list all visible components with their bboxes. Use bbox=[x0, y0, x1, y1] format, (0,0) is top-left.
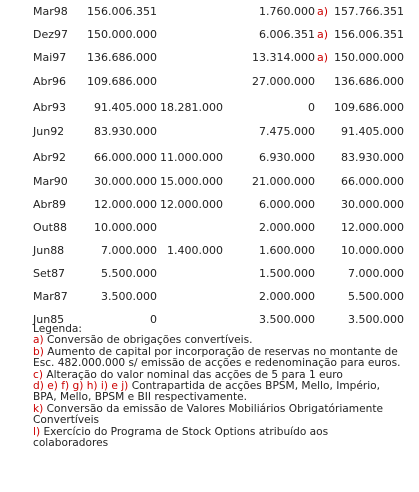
row-value-c: 0 bbox=[308, 101, 315, 114]
row-value-a: 156.006.351 bbox=[87, 5, 157, 18]
row-value-c: 3.500.000 bbox=[259, 313, 315, 326]
legend-text: Conversão de obrigações convertíveis. bbox=[43, 334, 253, 347]
legend-title: Legenda: bbox=[33, 323, 82, 335]
table-row bbox=[0, 193, 419, 216]
row-date: Abr96 bbox=[33, 75, 67, 88]
table-row bbox=[0, 216, 419, 239]
row-date: Abr89 bbox=[33, 198, 67, 211]
row-value-c: 6.006.351 bbox=[259, 28, 315, 41]
row-value-a: 83.930.000 bbox=[94, 125, 157, 138]
row-value-b: 11.000.000 bbox=[160, 151, 223, 164]
row-value-c: 2.000.000 bbox=[259, 221, 315, 234]
legend-text: Aumento de capital por incorporação de reservas no montante de Esc. 482.000.000 s/ emissão de acções e redenominação para euros. bbox=[33, 345, 401, 370]
legend-key: c) bbox=[33, 368, 43, 381]
legend-key: a) bbox=[33, 334, 44, 347]
row-value-a: 150.000.000 bbox=[87, 28, 157, 41]
table-row bbox=[0, 120, 419, 143]
row-value-c: 1.600.000 bbox=[259, 244, 315, 257]
row-date: Jun92 bbox=[33, 125, 65, 138]
row-value-c: 1.500.000 bbox=[259, 267, 315, 280]
row-value-d: 5.500.000 bbox=[348, 290, 404, 303]
row-date: Mai97 bbox=[33, 51, 67, 64]
row-value-a: 30.000.000 bbox=[94, 175, 157, 188]
row-value-a: 3.500.000 bbox=[101, 290, 157, 303]
row-value-d: 83.930.000 bbox=[341, 151, 404, 164]
table-row bbox=[0, 23, 419, 46]
row-value-d: 10.000.000 bbox=[341, 244, 404, 257]
row-value-d: 7.000.000 bbox=[348, 267, 404, 280]
row-value-d: 156.006.351 bbox=[334, 28, 404, 41]
row-date: Out88 bbox=[33, 221, 67, 234]
legend-key: b) bbox=[33, 345, 44, 358]
row-date: Jun85 bbox=[33, 313, 65, 326]
row-value-b: 18.281.000 bbox=[160, 101, 223, 114]
row-date: Mar87 bbox=[33, 290, 68, 303]
row-date: Mar98 bbox=[33, 5, 68, 18]
row-value-c: 2.000.000 bbox=[259, 290, 315, 303]
table-row bbox=[0, 146, 419, 169]
row-value-c: 1.760.000 bbox=[259, 5, 315, 18]
row-date: Dez97 bbox=[33, 28, 69, 41]
row-value-a: 136.686.000 bbox=[87, 51, 157, 64]
row-date: Abr93 bbox=[33, 101, 67, 114]
row-value-d: 12.000.000 bbox=[341, 221, 404, 234]
row-value-b: 1.400.000 bbox=[167, 244, 223, 257]
row-value-a: 0 bbox=[150, 313, 157, 326]
row-value-d: 136.686.000 bbox=[334, 75, 404, 88]
row-date: Mar90 bbox=[33, 175, 68, 188]
row-value-d: 91.405.000 bbox=[341, 125, 404, 138]
row-note: a) bbox=[317, 28, 329, 41]
row-value-c: 27.000.000 bbox=[252, 75, 315, 88]
legend-item bbox=[33, 404, 405, 427]
row-value-b: 15.000.000 bbox=[160, 175, 223, 188]
row-date: Set87 bbox=[33, 267, 66, 280]
row-value-a: 91.405.000 bbox=[94, 101, 157, 114]
legend-item bbox=[33, 427, 405, 450]
legend-key: d) e) f) g) h) i) e j) bbox=[33, 380, 129, 393]
row-value-d: 157.766.351 bbox=[334, 5, 404, 18]
table-row bbox=[0, 96, 419, 119]
row-date: Abr92 bbox=[33, 151, 67, 164]
row-note: a) bbox=[317, 5, 329, 18]
row-value-a: 109.686.000 bbox=[87, 75, 157, 88]
row-value-a: 66.000.000 bbox=[94, 151, 157, 164]
row-value-a: 10.000.000 bbox=[94, 221, 157, 234]
row-value-c: 6.930.000 bbox=[259, 151, 315, 164]
row-value-c: 6.000.000 bbox=[259, 198, 315, 211]
legend-item bbox=[33, 347, 405, 370]
table-row bbox=[0, 285, 419, 308]
table-row bbox=[0, 170, 419, 193]
row-value-d: 109.686.000 bbox=[334, 101, 404, 114]
table-row bbox=[0, 70, 419, 93]
row-value-b: 12.000.000 bbox=[160, 198, 223, 211]
legend-item bbox=[33, 381, 405, 404]
legend-key: l) bbox=[33, 425, 41, 438]
row-value-a: 7.000.000 bbox=[101, 244, 157, 257]
table-row bbox=[0, 239, 419, 262]
legend-text: Contrapartida de acções BPSM, Mello, Império, BPA, Mello, BPSM e BII respectivamente. bbox=[33, 380, 381, 404]
row-value-c: 21.000.000 bbox=[252, 175, 315, 188]
table-row bbox=[0, 262, 419, 285]
row-value-d: 3.500.000 bbox=[348, 313, 404, 326]
row-value-c: 13.314.000 bbox=[252, 51, 315, 64]
row-date: Jun88 bbox=[33, 244, 65, 257]
row-value-c: 7.475.000 bbox=[259, 125, 315, 138]
row-value-d: 66.000.000 bbox=[341, 175, 404, 188]
legend-key: k) bbox=[33, 402, 44, 415]
row-note: a) bbox=[317, 51, 329, 64]
row-value-a: 12.000.000 bbox=[94, 198, 157, 211]
row-value-d: 150.000.000 bbox=[334, 51, 404, 64]
row-value-d: 30.000.000 bbox=[341, 198, 404, 211]
legend bbox=[33, 324, 405, 449]
table-row bbox=[0, 46, 419, 69]
legend-items bbox=[33, 335, 405, 449]
table-row bbox=[0, 0, 419, 23]
legend-text: Exercício do Programa de Stock Options atribuído aos colaboradores bbox=[33, 425, 329, 450]
legend-text: Conversão da emissão de Valores Mobiliários Obrigatóriamente Convertíveis bbox=[33, 402, 384, 427]
legend-text: Alteração do valor nominal das acções de 5 para 1 euro bbox=[42, 368, 343, 381]
row-value-a: 5.500.000 bbox=[101, 267, 157, 280]
